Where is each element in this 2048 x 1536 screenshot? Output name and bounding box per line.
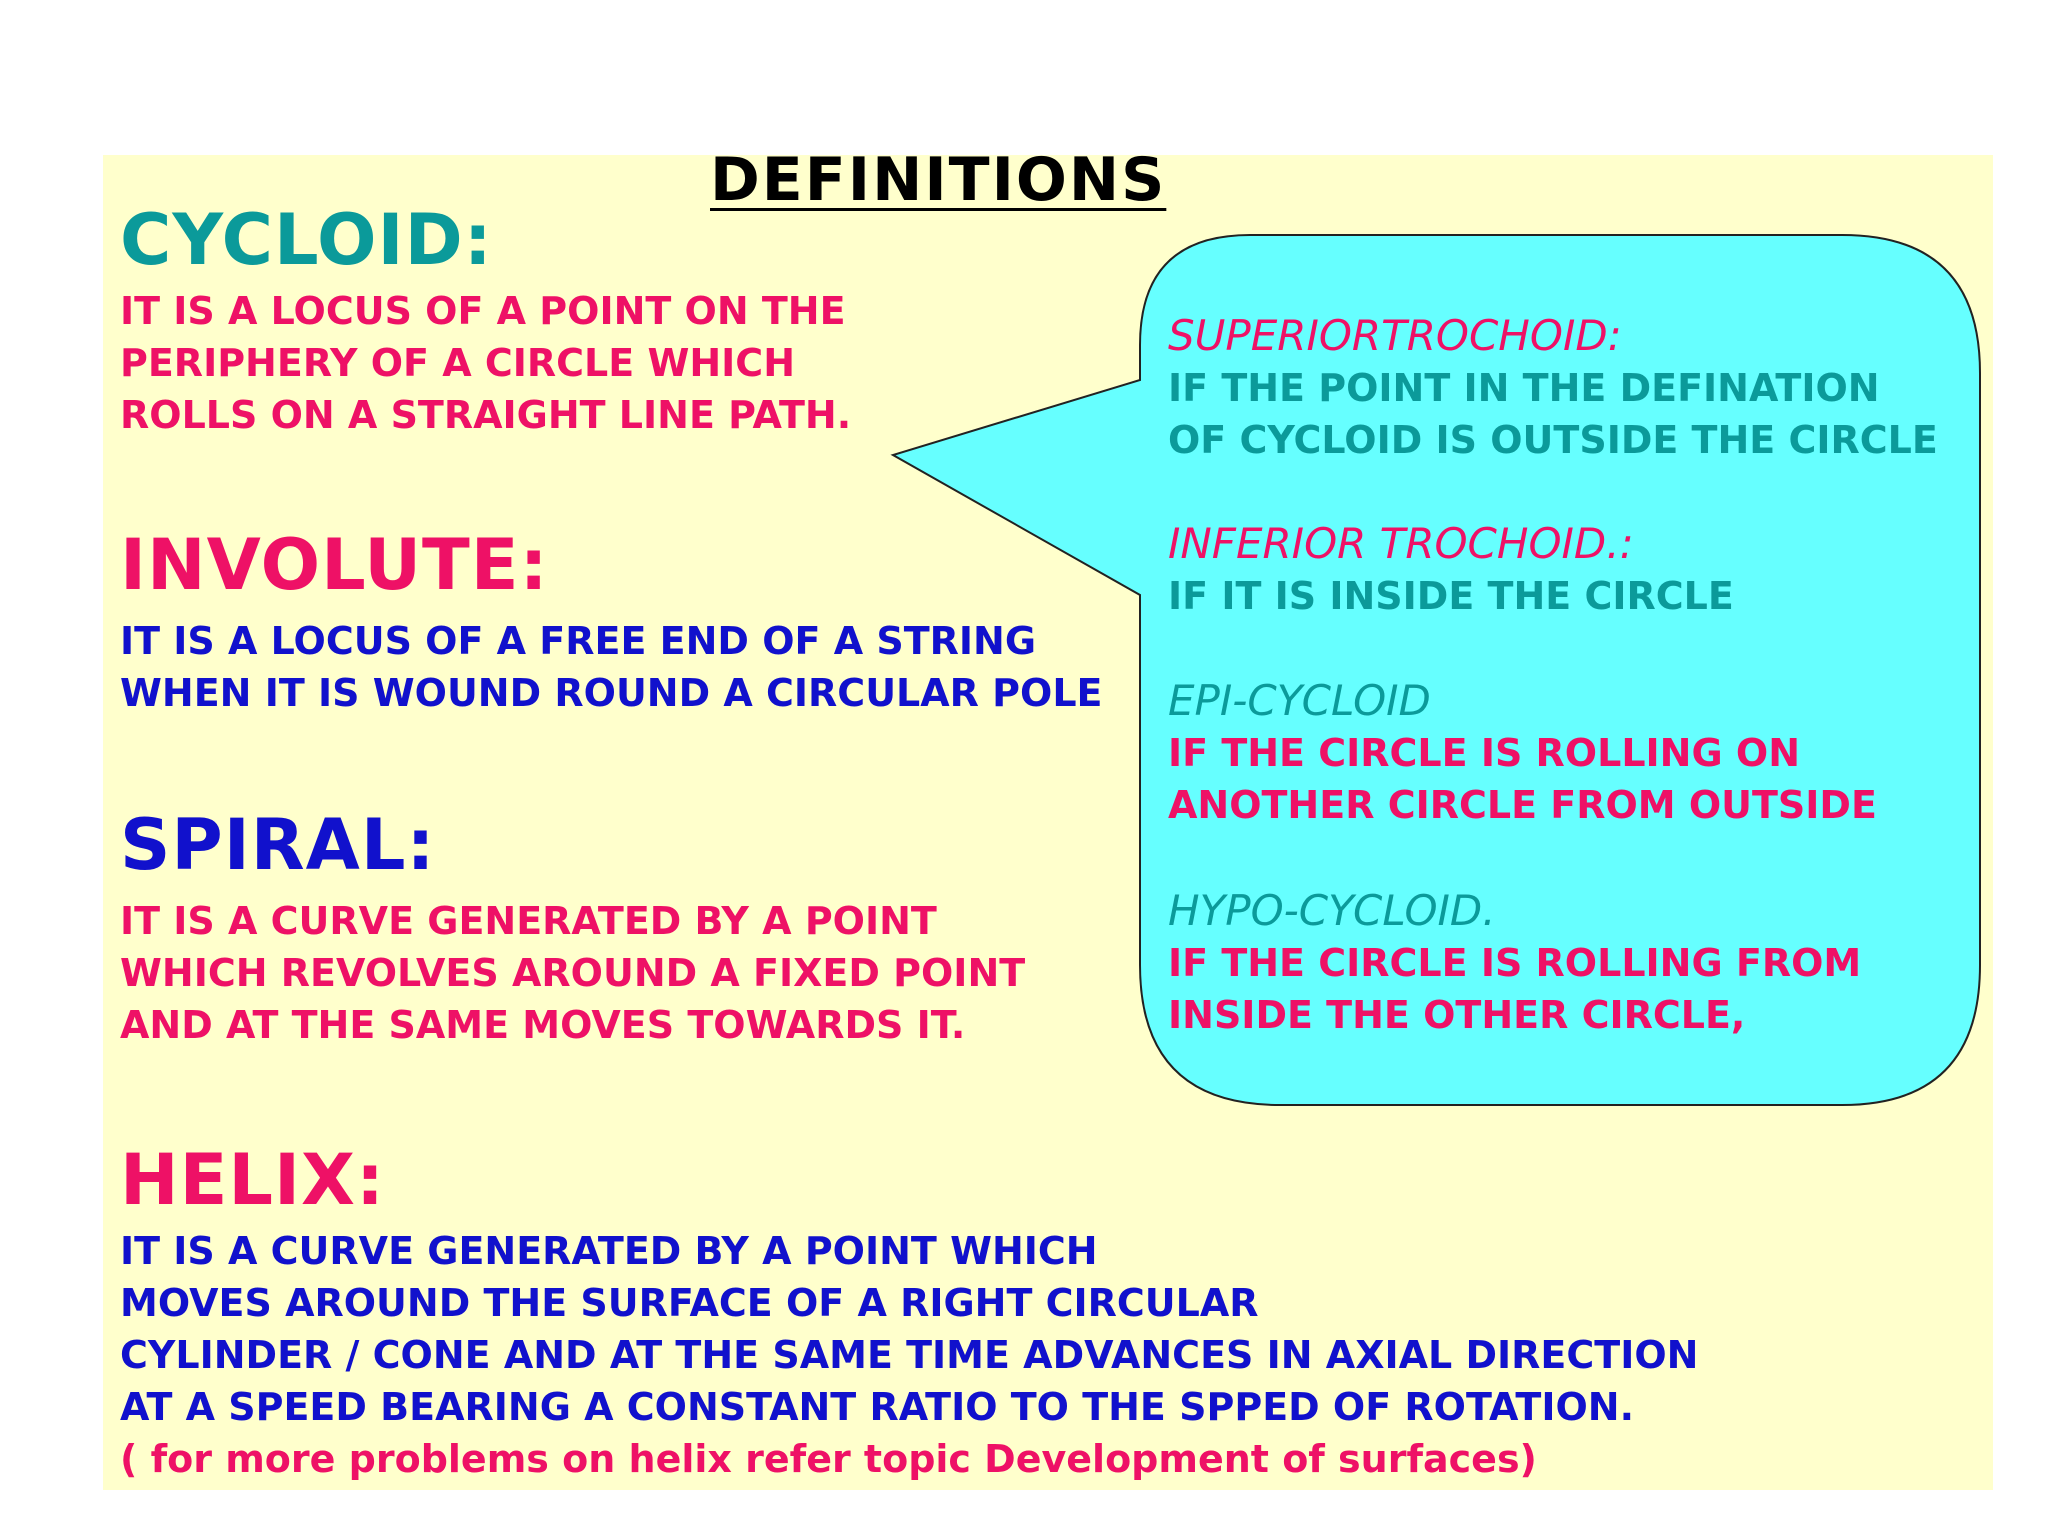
superior-trochoid-block [1168,310,1938,466]
helix-line: CYLINDER / CONE AND AT THE SAME TIME ADVANCES IN AXIAL DIRECTION [120,1333,1699,1377]
spiral-line: AND AT THE SAME MOVES TOWARDS IT. [120,1003,966,1047]
helix-line: IT IS A CURVE GENERATED BY A POINT WHICH [120,1229,1098,1273]
hypo-cycloid-heading: HYPO-CYCLOID. [1168,886,1496,935]
epi-cycloid-line: ANOTHER CIRCLE FROM OUTSIDE [1168,783,1877,827]
cycloid-line: PERIPHERY OF A CIRCLE WHICH [120,341,796,385]
cycloid-line: ROLLS ON A STRAIGHT LINE PATH. [120,393,852,437]
spiral-line: WHICH REVOLVES AROUND A FIXED POINT [120,951,1026,995]
inferior-trochoid-line: IF IT IS INSIDE THE CIRCLE [1168,574,1734,618]
inferior-trochoid-block [1168,518,1734,622]
inferior-trochoid-heading: INFERIOR TROCHOID.: [1168,519,1634,568]
cycloid-definition [120,285,851,441]
helix-line: MOVES AROUND THE SURFACE OF A RIGHT CIRCULAR [120,1281,1259,1325]
hypo-cycloid-line: IF THE CIRCLE IS ROLLING FROM [1168,941,1862,985]
involute-line: IT IS A LOCUS OF A FREE END OF A STRING [120,619,1037,663]
helix-heading: HELIX: [120,1139,386,1221]
epi-cycloid-heading: EPI-CYCLOID [1168,676,1431,725]
superior-trochoid-line: IF THE POINT IN THE DEFINATION [1168,366,1880,410]
helix-definition [120,1225,1698,1485]
involute-definition [120,615,1103,719]
epi-cycloid-line: IF THE CIRCLE IS ROLLING ON [1168,731,1801,775]
epi-cycloid-block [1168,675,1877,831]
helix-line: AT A SPEED BEARING A CONSTANT RATIO TO THE SPPED OF ROTATION. [120,1385,1635,1429]
hypo-cycloid-line: INSIDE THE OTHER CIRCLE, [1168,993,1746,1037]
involute-heading: INVOLUTE: [120,524,549,606]
spiral-definition [120,895,1025,1051]
spiral-heading: SPIRAL: [120,804,436,886]
spiral-line: IT IS A CURVE GENERATED BY A POINT [120,899,937,943]
involute-line: WHEN IT IS WOUND ROUND A CIRCULAR POLE [120,671,1103,715]
superior-trochoid-heading: SUPERIORTROCHOID: [1168,311,1622,360]
cycloid-heading: CYCLOID: [120,199,493,281]
helix-note: ( for more problems on helix refer topic Development of surfaces) [120,1437,1537,1481]
hypo-cycloid-block [1168,885,1861,1041]
cycloid-line: IT IS A LOCUS OF A POINT ON THE [120,289,846,333]
superior-trochoid-line: OF CYCLOID IS OUTSIDE THE CIRCLE [1168,418,1938,462]
page-title: DEFINITIONS [710,145,1167,215]
